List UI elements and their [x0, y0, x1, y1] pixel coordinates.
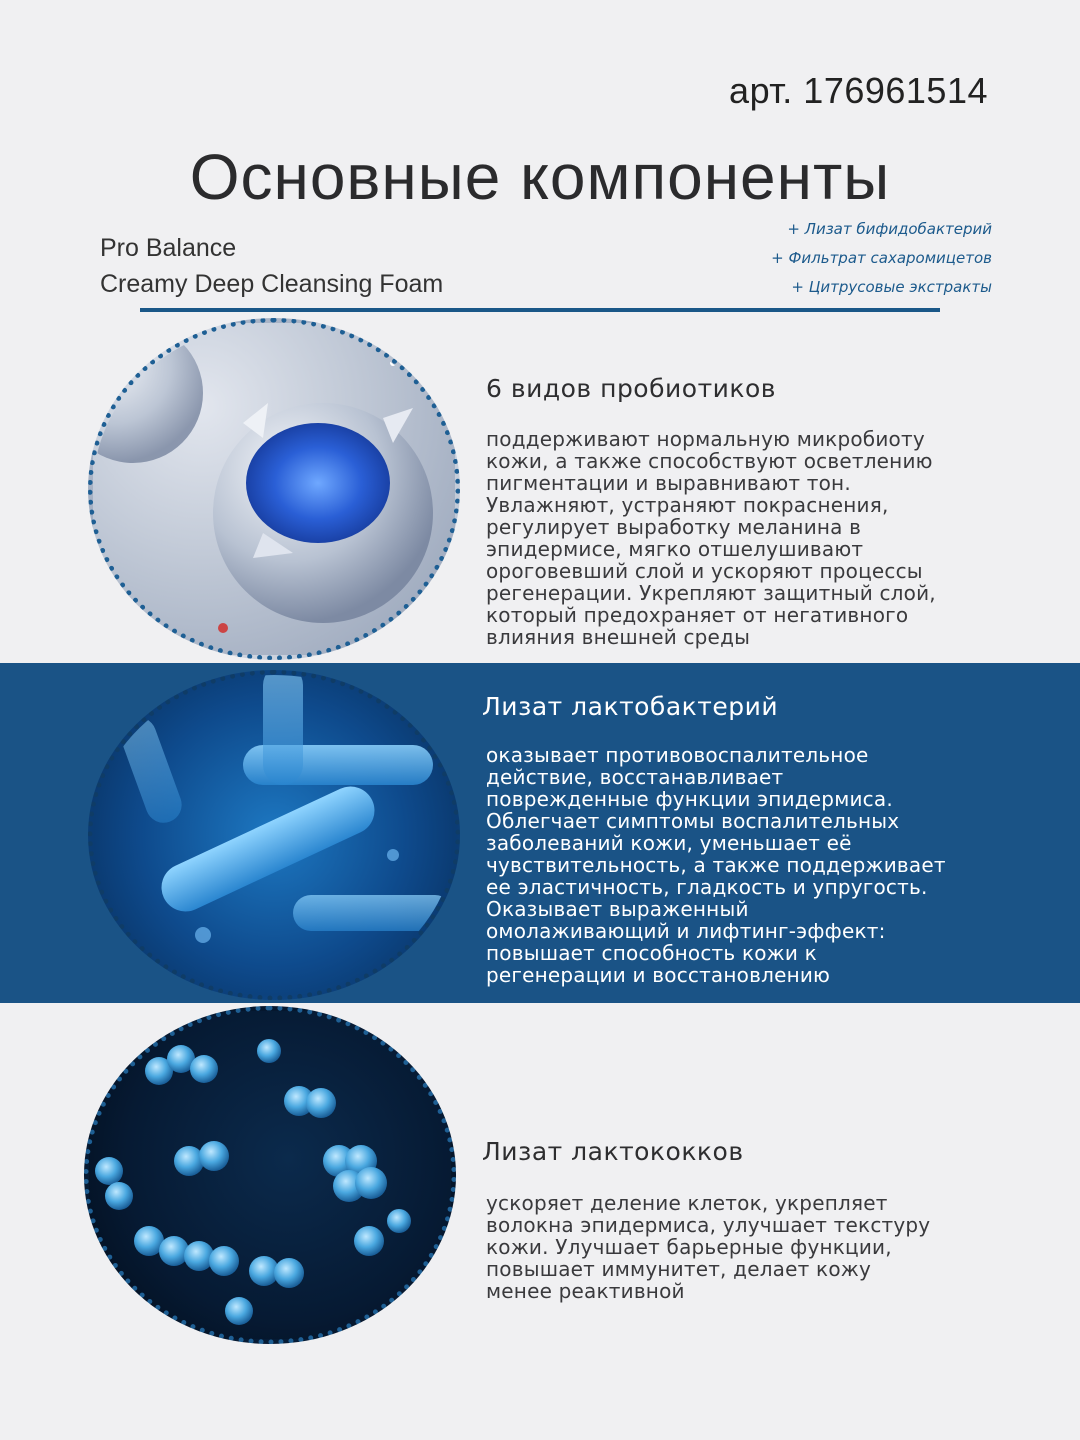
product-line-2: Creamy Deep Cleansing Foam	[100, 270, 444, 298]
section-heading-lactobacteria: Лизат лактобактерий	[482, 692, 779, 721]
tag-saccharomyces: + Фильтрат сахаромицетов	[771, 249, 992, 267]
product-name	[100, 230, 443, 302]
section-heading-lactococci: Лизат лактококков	[482, 1137, 744, 1166]
probiotics-illustration	[93, 323, 455, 655]
lactococci-image	[84, 1006, 456, 1344]
section-text-probiotics: поддерживают нормальную микробиоту кожи, а также способствуют осветлению пигментации и выравнивают тон. Увлажняют, устраняют покраснения, регулирует выработку меланина в эпидермисе, мягко отшелушивают ороговевший слой и ускоряют процессы регенерации. Укрепляют защитный слой, который предохраняет от негативного влияния внешней среды	[486, 427, 936, 649]
tag-bifidobacteria: + Лизат бифидобактерий	[787, 220, 992, 238]
section-text-lactobacteria: оказывает противовоспалительное действие, восстанавливает поврежденные функции эпидермиса. Облегчает симптомы воспалительных заболеваний кожи, уменьшает её чувствительность, а также поддерживает ее эластичность, гладкость и упругость. Оказывает выраженный омолаживающий и лифтинг-эффект: повышает способность кожи к регенерации и восстановлению	[486, 743, 946, 987]
lactobacteria-image	[88, 670, 460, 1000]
lactococci-illustration	[89, 1011, 451, 1339]
lactobacteria-illustration	[93, 675, 455, 995]
page-title: Основные компоненты	[189, 141, 891, 213]
probiotics-image	[88, 318, 460, 660]
product-line-1: Pro Balance	[100, 234, 237, 262]
section-text-lactococci: ускоряет деление клеток, укрепляет волокна эпидермиса, улучшает текстуру кожи. Улучшает барьерные функции, повышает иммунитет, делает кожу менее реактивной	[486, 1191, 931, 1303]
tag-citrus: + Цитрусовые экстракты	[791, 278, 992, 296]
ingredient-tags	[771, 215, 992, 302]
header-divider	[140, 308, 940, 312]
article-number: арт. 176961514	[729, 70, 988, 111]
section-heading-probiotics: 6 видов пробиотиков	[486, 374, 777, 403]
